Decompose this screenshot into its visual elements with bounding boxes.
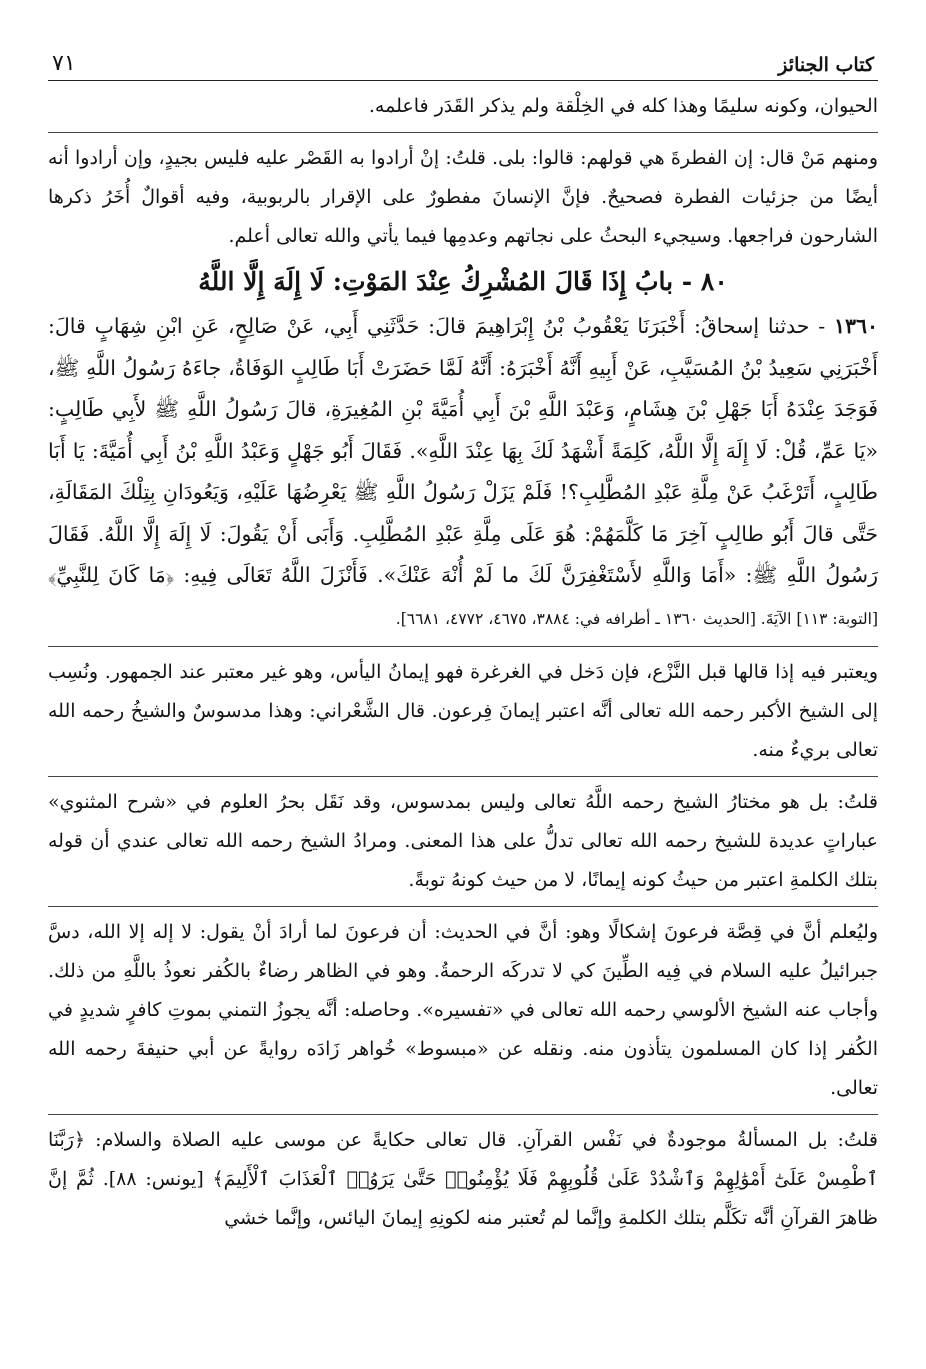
separator-rule: [48, 646, 878, 647]
separator-rule: [48, 132, 878, 133]
commentary-bottom: [48, 653, 878, 1238]
commentary-top: [48, 87, 878, 256]
hadith-block: [48, 306, 878, 640]
page-header: [48, 40, 878, 81]
separator-rule: [48, 1114, 878, 1115]
commentary-paragraph: قلتُ: بل المسألةُ موجودةٌ في نَفْس القرآنِ. قال تعالى حكايةً عن موسى عليه الصلاة والسلام: ﴿رَبَّنَا ٱطْمِسْ عَلَىٰٓ أَمْوَٰلِهِمْ وَٱشْدُدْ عَلَىٰ قُلُوبِهِمْ فَلَا يُؤْمِنُوا۟ حَتَّىٰ يَرَوُا۟ ٱلْعَذَابَ ٱلْأَلِيمَ﴾ [يونس: ٨٨]. ثُمَّ إنَّ ظاهرَ القرآنِ أنَّه تكَلَّم بتلك الكلمةِ وإنَّما لم تُعتبر منه لكونِهِ إيمانَ اليائس، وإنَّما خشي: [48, 1129, 878, 1229]
separator-rule: [48, 906, 878, 907]
hadith-references: [التوبة: ١١٣] الآيَةَ. [الحديث ١٣٦٠ ـ أطرافه في: ٣٨٨٤، ٤٦٧٥، ٤٧٧٢، ٦٦٨١].: [395, 609, 878, 628]
hadith-text: - حدثنا إسحاقُ: أَخْبَرَنَا يَعْقُوبُ بْنُ إِبْرَاهِيمَ قالَ: حَدَّثَنِي أَبِي، عَنْ صَالِحٍ، عَنِ ابْنِ شِهَابٍ قالَ: أَخْبَرَنِي سَعِيدُ بْنُ المُسَيَّبِ، عَنْ أَبِيهِ أَنَّهُ أَخْبَرَهُ: أَنَّهُ لَمَّا حَضَرَتْ أَبَا طَالِبٍ الوَفَاةُ، جاءَهُ رَسُولُ اللَّهِ ﷺ، فَوَجَدَ عِنْدَهُ أَبَا جَهْلِ بْنَ هِشَامٍ، وَعَبْدَ اللَّهِ بْنَ أَبِي أُمَيَّةَ بْنِ المُغِيرَةِ، قالَ رَسُولُ اللَّهِ ﷺ لأَبِي طَالِبٍ: «يَا عَمِّ، قُلْ: لَا إِلَهَ إِلَّا اللَّهُ، كَلِمَةً أَشْهَدُ لَكَ بِهَا عِنْدَ اللَّهِ». فَقَالَ أَبُو جَهْلٍ وَعَبْدُ اللَّهِ بْنُ أَبِي أُمَيَّةَ: يَا أَبَا طَالِبٍ، أَتَرْغَبُ عَنْ مِلَّةِ عَبْدِ المُطَّلِبِ؟! فَلَمْ يَزَلْ رَسُولُ اللَّهِ ﷺ يَعْرِضُهَا عَلَيْهِ، وَيَعُودَانِ بِتِلْكَ المَقَالَةِ، حَتَّى قالَ أَبُو طالِبٍ آخِرَ مَا كَلَّمَهُمْ: هُوَ عَلَى مِلَّةِ عَبْدِ المُطَّلِبِ. وَأَبَى أَنْ يَقُولَ: لَا إِلَهَ إِلَّا اللَّهُ. فَقَالَ رَسُولُ اللَّهِ ﷺ: «أَمَا وَاللَّهِ لأَسْتَغْفِرَنَّ لَكَ ما لَمْ أُنْهَ عَنْكَ». فَأَنْزَلَ اللَّهُ تَعَالَى فِيهِ: ﴿مَا كَانَ لِلنَّبِيِّ﴾: [48, 314, 878, 587]
commentary-paragraph: ويعتبر فيه إذا قالها قبل النَّزْع، فإن دَخل في الغرغرة فهو إيمانُ اليأس، وهو غير معتبر عند الجمهور. ونُسِب إلى الشيخ الأكبر رحمه الله تعالى أنَّه اعتبر إيمانَ فِرعون. قال الشَّعْراني: وهذا مدسوسٌ والشيخُ رحمه الله تعالى بريءٌ منه.: [48, 661, 878, 761]
page-number: ٧١: [52, 51, 76, 76]
running-title: كتاب الجنائز: [778, 54, 874, 76]
separator-rule: [48, 776, 878, 777]
commentary-paragraph: ومنهم مَنْ قال: إن الفطرةَ هي قولهم: قالوا: بلى. قلتُ: إنْ أرادوا به القَصْر عليه فليس بجيدٍ، وإن أرادوا أنه أيضًا من جزئيات الفطرة فصحيحٌ. فإنَّ الإنسانَ مفطورٌ على الإقرار بالربوبية، وفيه أقوالٌ أُخَرُ ذكرها الشارحون فراجعها. وسيجيء البحثُ على نجاتهم وعدمِها فيما يأتي والله تعالى أعلم.: [48, 147, 878, 247]
commentary-paragraph: وليُعلم أنَّ في قِصَّة فرعونَ إشكالًا وهو: أنَّ في الحديث: أن فرعونَ لما أرادَ أنْ يقول: لا إله إلا الله، دسَّ جبرائيلُ عليه السلام في فِيه الطِّينَ كي لا تدركَه الرحمةُ. وهو في الظاهر رضاءٌ بالكُفر نعوذُ باللَّهِ من ذلك. وأجاب عنه الشيخ الألوسي رحمه الله تعالى في «تفسيره». وحاصله: أنَّه يجوزُ التمني بموتِ كافرٍ شديدٍ في الكُفر إذا كان المسلمون يتأذون منه. ونقله عن «مبسوط» خُواهر زَادَه روايةً عن أبي حنيفةَ رحمه الله تعالى.: [48, 921, 878, 1099]
hadith-number: ١٣٦٠: [833, 314, 878, 338]
chapter-title: ٨٠ - بابُ إِذَا قَالَ المُشْرِكُ عِنْدَ المَوْتِ: لَا إِلَهَ إِلَّا اللَّهُ: [198, 267, 728, 296]
commentary-paragraph: قلتُ: بل هو مختارُ الشيخ رحمه اللَّهُ تعالى وليس بمدسوس، وقد نَقَل بحرُ العلوم في «شرح المثنوي» عباراتٍ عديدة للشيخ رحمه الله تعالى تدلُّ على هذا المعنى. ومرادُ الشيخ رحمه الله تعالى عندي أن قوله بتلك الكلمةِ اعتبر من حيثُ كونه إيمانًا، لا من حيث كونهُ توبةً.: [48, 791, 878, 891]
commentary-paragraph: الحيوان، وكونه سليمًا وهذا كله في الخِلْقة ولم يذكر القَدَر فاعلمه.: [368, 95, 878, 117]
